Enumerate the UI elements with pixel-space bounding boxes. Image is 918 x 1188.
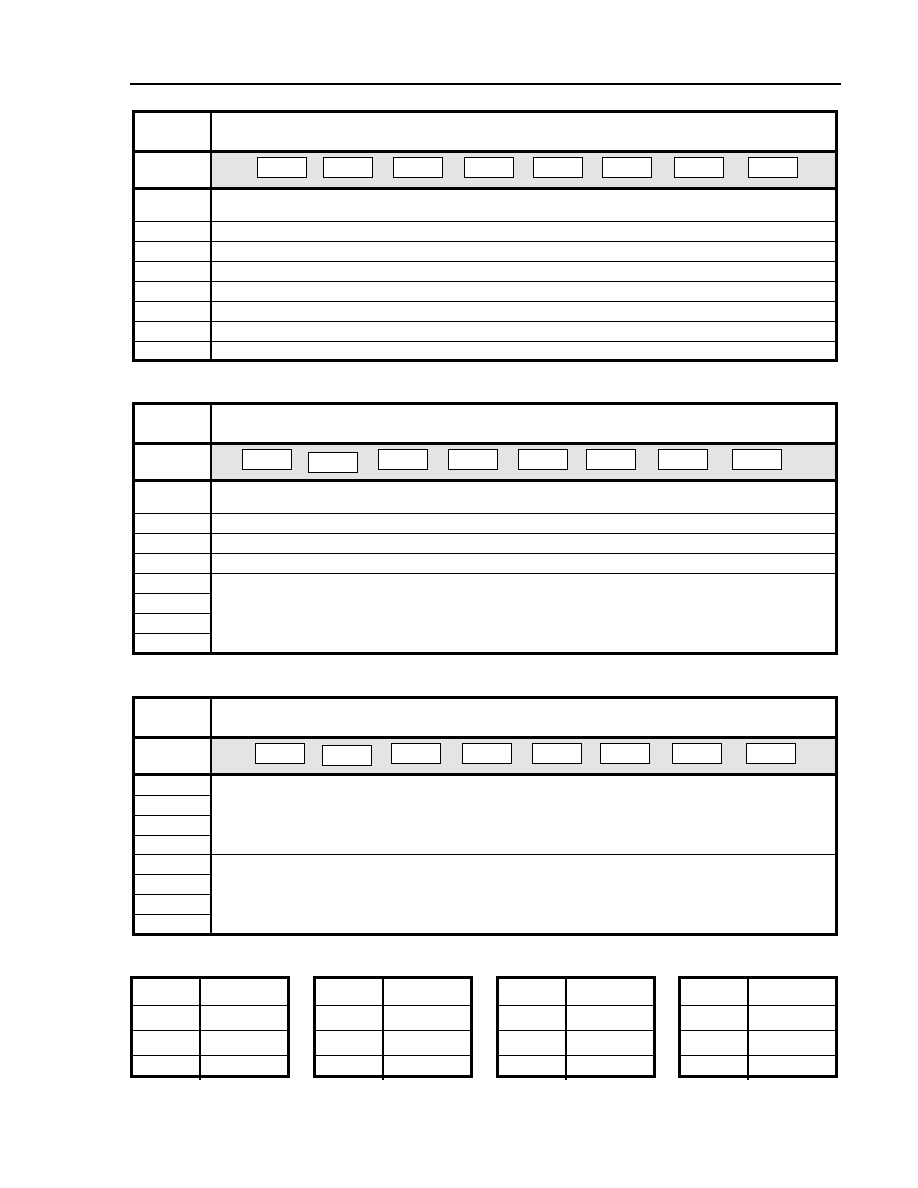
table-row — [135, 533, 835, 553]
table-row — [135, 479, 835, 513]
table-row — [681, 1055, 835, 1080]
bit-number — [135, 614, 212, 634]
bit-field-strip — [212, 153, 835, 187]
table-row — [316, 979, 470, 1005]
register-name — [212, 405, 835, 442]
bit-number — [135, 634, 212, 652]
value-cell — [567, 979, 653, 1005]
table-row — [135, 301, 835, 321]
value-cell — [384, 1031, 470, 1055]
value-cell — [749, 1006, 835, 1030]
bit-box — [391, 743, 441, 764]
table-row — [499, 1055, 653, 1080]
table-row — [135, 241, 835, 261]
bit-number — [135, 776, 212, 796]
bit-number — [135, 816, 212, 836]
bit-box — [586, 449, 636, 470]
table-row — [681, 979, 835, 1005]
bit-description — [212, 322, 835, 341]
register-label-cell — [135, 405, 212, 442]
value-key — [499, 979, 567, 1005]
register-name — [212, 699, 835, 736]
register-label-cell — [135, 113, 212, 150]
table-row — [133, 1005, 287, 1030]
bit-number — [135, 242, 212, 261]
bit-box — [746, 743, 796, 764]
table-row — [316, 1030, 470, 1055]
value-key — [133, 1031, 201, 1055]
value-key — [681, 979, 749, 1005]
value-cell — [201, 1031, 287, 1055]
table-row — [133, 1030, 287, 1055]
value-key — [499, 1031, 567, 1055]
header-rule — [130, 83, 841, 85]
bit-number — [135, 895, 212, 915]
value-table-3 — [496, 976, 656, 1078]
bit-description — [212, 262, 835, 281]
bit-description — [212, 342, 835, 359]
bit-description — [212, 242, 835, 261]
bit-description — [212, 514, 835, 533]
bit-box — [448, 449, 498, 470]
value-key — [499, 1006, 567, 1030]
bit-number — [135, 282, 212, 301]
bit-description — [212, 302, 835, 321]
bit-header-row — [135, 150, 835, 187]
bit-number — [135, 796, 212, 816]
bit-description — [212, 482, 835, 513]
bit-box — [532, 743, 582, 764]
value-cell — [749, 1056, 835, 1080]
bit-number — [135, 875, 212, 895]
value-cell — [201, 1056, 287, 1080]
bit-number — [135, 342, 212, 359]
bit-number — [135, 222, 212, 241]
bit-box — [393, 157, 443, 178]
table-row — [316, 1055, 470, 1080]
merged-description — [212, 776, 835, 854]
table-row — [135, 281, 835, 301]
table-row — [499, 1005, 653, 1030]
bit-box — [518, 449, 568, 470]
bit-number — [135, 190, 212, 221]
bit-number — [135, 322, 212, 341]
table-row — [133, 1055, 287, 1080]
value-key — [316, 979, 384, 1005]
table-row — [316, 1005, 470, 1030]
value-cell — [384, 1056, 470, 1080]
bit-box — [658, 449, 708, 470]
value-key — [133, 1056, 201, 1080]
bit-box — [732, 449, 782, 470]
value-cell — [201, 979, 287, 1005]
bit-description — [212, 222, 835, 241]
bit-number — [135, 574, 212, 594]
bit-number — [135, 482, 212, 513]
bit-number — [135, 836, 212, 854]
bit-box — [462, 743, 512, 764]
bit-number — [135, 534, 212, 553]
bit-box — [600, 743, 650, 764]
merged-bit-group — [135, 854, 835, 933]
value-key — [681, 1006, 749, 1030]
value-key — [681, 1031, 749, 1055]
bit-description — [212, 534, 835, 553]
register-table-1 — [132, 110, 838, 362]
value-table-1 — [130, 976, 290, 1078]
bit-box — [255, 743, 305, 764]
bit-description — [212, 190, 835, 221]
bit-box — [323, 157, 373, 178]
table-row — [135, 513, 835, 533]
value-cell — [384, 979, 470, 1005]
bit-description — [212, 282, 835, 301]
bit-box — [378, 449, 428, 470]
merged-bit-group — [135, 573, 835, 652]
bit-field-strip — [212, 739, 835, 773]
bit-header-row — [135, 736, 835, 773]
bit-box — [602, 157, 652, 178]
table-row — [681, 1005, 835, 1030]
bit-number — [135, 554, 212, 573]
merged-description — [212, 574, 835, 652]
value-key — [681, 1056, 749, 1080]
value-key — [316, 1006, 384, 1030]
value-key — [133, 979, 201, 1005]
merged-description — [212, 855, 835, 933]
table-row — [499, 1030, 653, 1055]
bit-label-cell — [135, 445, 212, 479]
value-cell — [749, 979, 835, 1005]
table-row — [681, 1030, 835, 1055]
value-cell — [567, 1006, 653, 1030]
register-label-cell — [135, 699, 212, 736]
value-cell — [567, 1031, 653, 1055]
value-key — [499, 1056, 567, 1080]
bit-box — [257, 157, 307, 178]
bit-box — [308, 452, 358, 473]
bit-box — [533, 157, 583, 178]
merged-bit-group — [135, 773, 835, 854]
value-cell — [201, 1006, 287, 1030]
table-row — [135, 553, 835, 573]
table-row — [135, 341, 835, 359]
value-cell — [567, 1056, 653, 1080]
value-table-4 — [678, 976, 838, 1078]
table-row — [499, 979, 653, 1005]
bit-number — [135, 302, 212, 321]
table-row — [135, 321, 835, 341]
value-cell — [749, 1031, 835, 1055]
bit-field-strip — [212, 445, 835, 479]
register-table-2 — [132, 402, 838, 655]
bit-box — [674, 157, 724, 178]
table-row — [135, 187, 835, 221]
register-name-row — [135, 113, 835, 150]
table-row — [135, 261, 835, 281]
bit-label-cell — [135, 739, 212, 773]
value-table-2 — [313, 976, 473, 1078]
value-key — [316, 1056, 384, 1080]
bit-box — [672, 743, 722, 764]
bit-header-row — [135, 442, 835, 479]
value-key — [316, 1031, 384, 1055]
bit-box — [322, 745, 372, 766]
bit-number — [135, 855, 212, 875]
table-row — [133, 979, 287, 1005]
table-row — [135, 221, 835, 241]
bit-box — [464, 157, 514, 178]
value-cell — [384, 1006, 470, 1030]
bit-box — [242, 449, 292, 470]
bit-description — [212, 554, 835, 573]
bit-number — [135, 262, 212, 281]
register-name-row — [135, 405, 835, 442]
bit-number — [135, 514, 212, 533]
value-key — [133, 1006, 201, 1030]
register-name-row — [135, 699, 835, 736]
bit-box — [748, 157, 798, 178]
bit-label-cell — [135, 153, 212, 187]
register-name — [212, 113, 835, 150]
bit-number — [135, 915, 212, 933]
bit-number — [135, 594, 212, 614]
register-table-3 — [132, 696, 838, 936]
